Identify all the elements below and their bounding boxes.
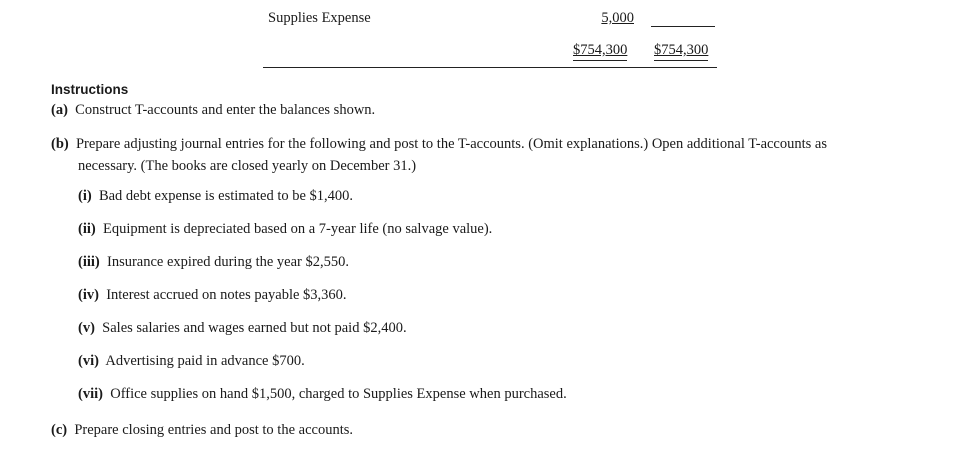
instruction-a-label: (a) [51,102,68,118]
subitem-text: Interest accrued on notes payable $3,360. [106,287,347,303]
subitem-ii [78,221,492,238]
subitem-vii [78,386,567,403]
subitem-iii [78,254,349,271]
account-name-supplies-expense: Supplies Expense [268,10,371,26]
subitem-label: (iii) [78,254,100,270]
subitem-text: Equipment is depreciated based on a 7-year life (no salvage value). [102,221,493,237]
instruction-a-text: Construct T-accounts and enter the balances shown. [75,102,376,118]
subitem-label: (i) [78,188,92,204]
total-debit: $754,300 [573,42,627,61]
instructions-heading: Instructions [51,82,129,97]
supplies-expense-credit-blank [651,26,715,27]
instruction-a [51,102,375,119]
subitem-label: (iv) [78,287,99,303]
subitem-label: (ii) [78,221,96,237]
subitem-v [78,320,407,337]
subitem-label: (vi) [78,353,99,369]
total-credit: $754,300 [654,42,708,61]
subitem-vi [78,353,305,370]
subitem-text: Sales salaries and wages earned but not paid $2,400. [102,320,407,336]
table-bottom-rule [263,67,717,68]
subitem-text: Advertising paid in advance $700. [105,353,305,369]
instruction-c-text: Prepare closing entries and post to the accounts. [74,422,353,438]
subitem-text: Office supplies on hand $1,500, charged to Supplies Expense when purchased. [110,386,567,402]
instruction-c [51,422,353,439]
supplies-expense-debit: 5,000 [601,10,634,26]
instruction-b-text-line2: necessary. (The books are closed yearly on December 31.) [78,158,417,174]
instruction-b-text-line1: Prepare adjusting journal entries for the following and post to the T-accounts. (Omit explanations.) Open additional T-accounts as [75,136,827,152]
instruction-c-label: (c) [51,422,68,438]
subitem-text: Bad debt expense is estimated to be $1,400. [98,188,354,204]
subitem-label: (vii) [78,386,103,402]
instruction-b [51,136,827,153]
subitem-iv [78,287,347,304]
instruction-b-label: (b) [51,136,69,152]
subitem-i [78,188,353,205]
subitem-label: (v) [78,320,95,336]
subitem-text: Insurance expired during the year $2,550. [107,254,349,270]
